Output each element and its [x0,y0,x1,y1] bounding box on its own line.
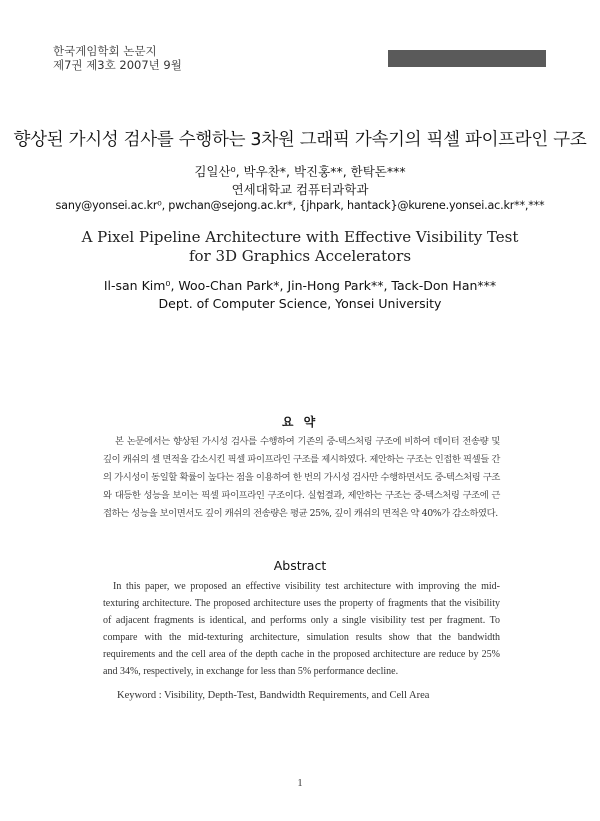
affiliation-korean: 연세대학교 컴퓨터과학과 [231,182,369,197]
journal-name: 한국게임학회 논문지 [53,44,157,58]
authors-english: Il-san Kim⁰, Woo-Chan Park*, Jin-Hong Park**, Tack-Don Han*** [103,278,497,293]
abstract-korean-body: 본 논문에서는 향상된 가시성 검사를 수행하여 기존의 중-텍스처링 구조에 비하여 데이터 전송량 및 깊이 캐쉬의 셀 면적을 감소시킨 픽셀 파이프라인 구조를 제시하였다. 제안하는 구조는 인접한 픽셀들 간의 가시성이 동일할 확률이 높다는 점을 이용하여 한 번의 가시성 검사만 수행하면서도 중-텍스처링 구조와 대등한 성능을 보이는 픽셀 파이프라인 구조이다. 실험결과, 제안하는 구조는 중-텍스처링 구조에 근접하는 성능을 보이면서도 깊이 캐쉬의 전송량은 평균 25%, 깊이 캐쉬의 면적은 약 40%가 감소하였다. [103,436,500,519]
title-english-line1: A Pixel Pipeline Architecture with Effective Visibility Test [81,228,519,246]
paper-title-korean: 향상된 가시성 검사를 수행하는 3차원 그래픽 가속기의 픽셀 파이프라인 구조 [13,130,587,150]
page-number: 1 [297,778,303,789]
authors-korean: 김일산⁰, 박우찬*, 박진홍**, 한탁돈*** [194,164,406,179]
affiliation-english: Dept. of Computer Science, Yonsei University [158,296,442,311]
abstract-english-body: In this paper, we proposed an effective visibility test architecture with improving the mid-texturing architecture. The proposed architecture uses the property of fragments that the visibility of adjacent fragments is identical, and performs only a single visibility test per fragment. To compare with the mid-texturing architecture, simulation results show that the bandwidth requirements and the cell area of the depth cache in the proposed architecture are reduce by 25% and 34%, respectively, in exchange for less than 5% performance decline. [103,581,500,677]
title-english-line2: for 3D Graphics Accelerators [188,247,412,265]
author-emails: sany@yonsei.ac.kr⁰, pwchan@sejong.ac.kr*, {jhpark, hantack}@kurene.yonsei.ac.kr**,*** [55,199,545,212]
paper-title-english [0,228,600,266]
abstract-english-heading: Abstract [273,558,327,573]
journal-header [53,44,182,72]
header-bar [388,50,546,67]
abstract-korean-heading: 요 약 [281,415,319,429]
journal-issue: 제7권 제3호 2007년 9월 [53,58,182,72]
keywords: Keyword : Visibility, Depth-Test, Bandwidth Requirements, and Cell Area [117,690,430,701]
